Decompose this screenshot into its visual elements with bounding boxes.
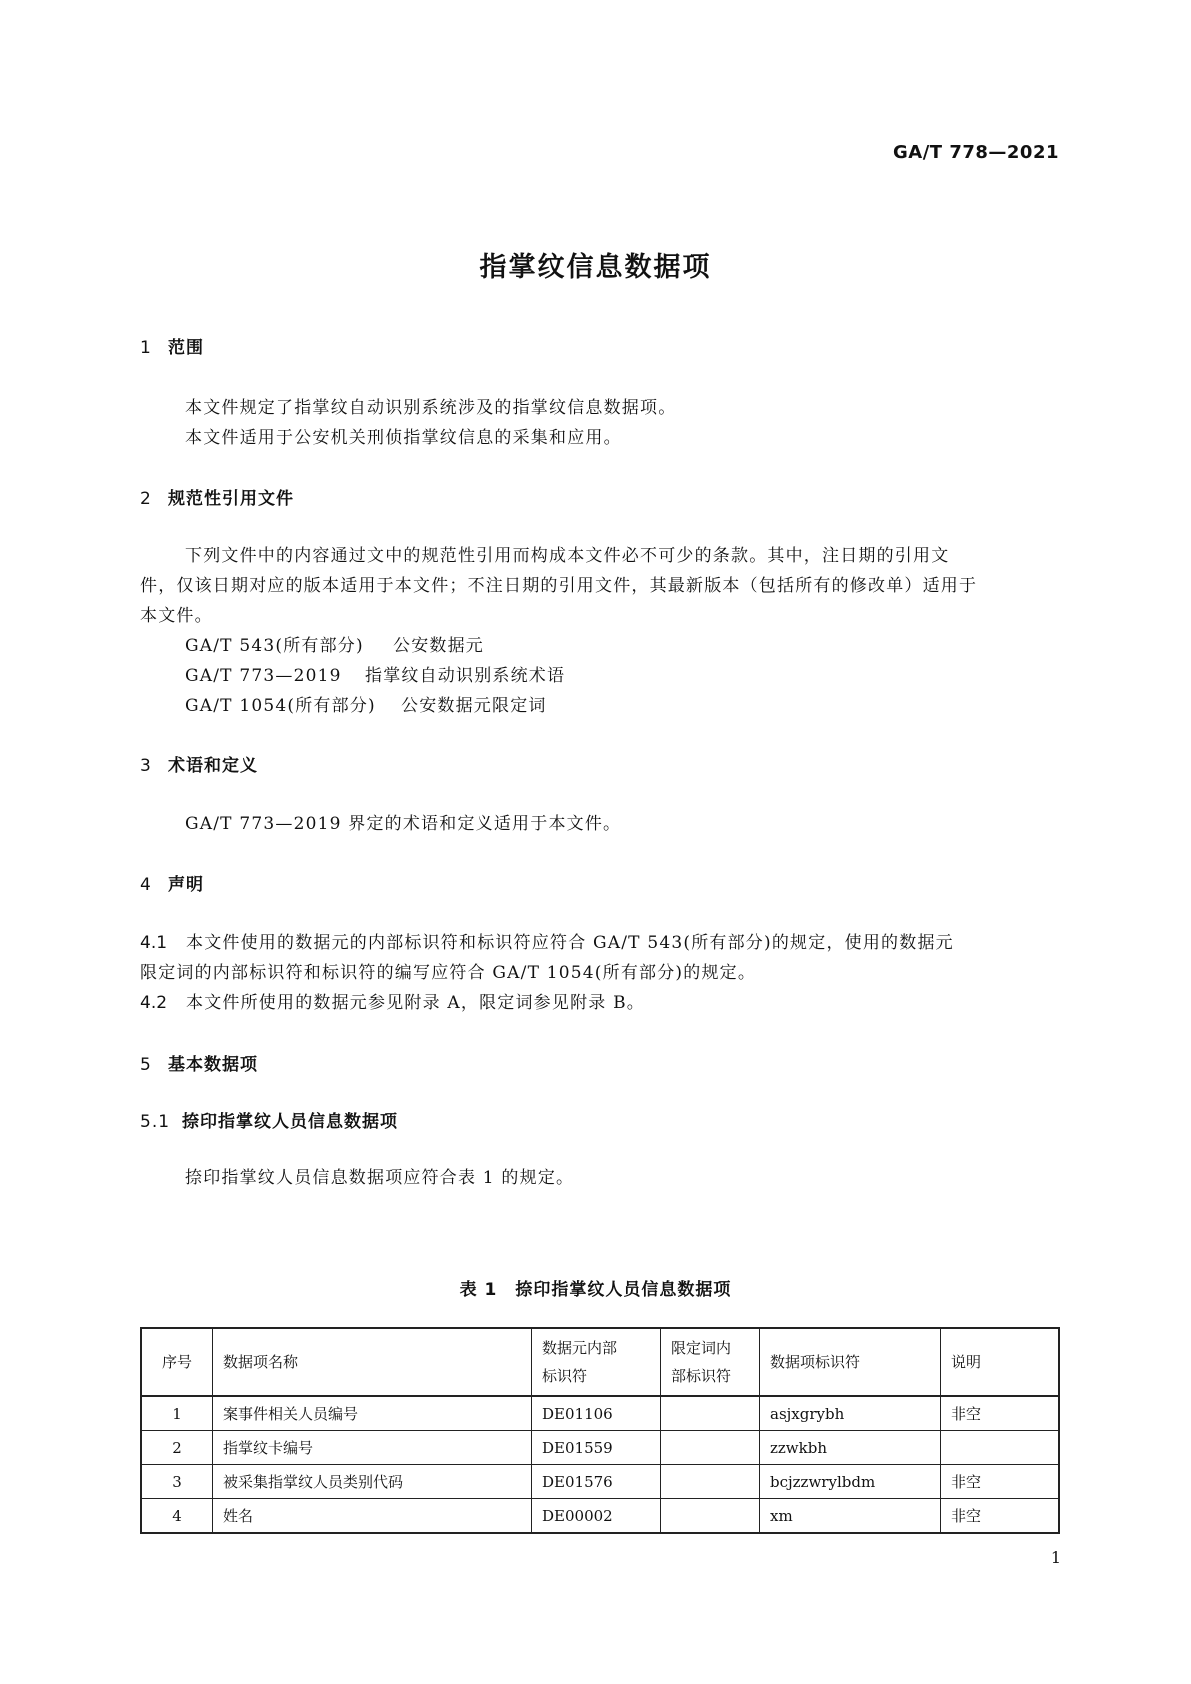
cell-seq: 4 <box>141 1499 213 1534</box>
clause-number: 4.2 <box>140 993 168 1013</box>
cell-item-identifier: bcjzzwrylbdm <box>760 1465 941 1499</box>
table-row <box>141 1431 1059 1465</box>
section-number: 5.1 <box>140 1112 171 1132</box>
cell-de-id: DE01576 <box>532 1465 661 1499</box>
paragraph: GA/T 773—2019 界定的术语和定义适用于本文件。 <box>185 814 622 834</box>
paragraph-line: 本文件。 <box>140 606 213 626</box>
data-items-table <box>140 1327 1060 1534</box>
section-title: 声明 <box>168 875 204 895</box>
cell-note: 非空 <box>941 1396 1060 1431</box>
section-number: 5 <box>140 1055 152 1075</box>
cell-item-name: 指掌纹卡编号 <box>213 1431 532 1465</box>
reference-title: 指掌纹自动识别系统术语 <box>365 666 566 686</box>
reference-item <box>185 631 484 656</box>
section-4-heading <box>140 870 204 895</box>
cell-note <box>941 1431 1060 1465</box>
cell-item-identifier: xm <box>760 1499 941 1534</box>
section-title: 捺印指掌纹人员信息数据项 <box>182 1112 398 1132</box>
clause-number: 4.1 <box>140 933 168 953</box>
reference-title: 公安数据元限定词 <box>401 696 547 716</box>
section-number: 1 <box>140 338 152 358</box>
section-title: 基本数据项 <box>168 1055 258 1075</box>
clause-text: 本文件所使用的数据元参见附录 A，限定词参见附录 B。 <box>186 993 645 1013</box>
cell-qualifier-id <box>661 1431 760 1465</box>
header-line: 限定词内 <box>671 1339 732 1357</box>
section-number: 4 <box>140 875 152 895</box>
cell-de-id: DE01559 <box>532 1431 661 1465</box>
paragraph: 本文件适用于公安机关刑侦指掌纹信息的采集和应用。 <box>185 428 622 448</box>
header-item-identifier: 数据项标识符 <box>760 1328 941 1396</box>
cell-item-name: 被采集指掌纹人员类别代码 <box>213 1465 532 1499</box>
table-caption: 表 1 捺印指掌纹人员信息数据项 <box>459 1280 732 1300</box>
section-1-heading <box>140 333 204 358</box>
cell-note: 非空 <box>941 1499 1060 1534</box>
cell-item-name: 案事件相关人员编号 <box>213 1396 532 1431</box>
paragraph-line: 件，仅该日期对应的版本适用于本文件；不注日期的引用文件，其最新版本（包括所有的修改单）适用于 <box>140 576 978 596</box>
cell-seq: 3 <box>141 1465 213 1499</box>
clause-4-1-line1 <box>140 928 954 953</box>
cell-item-name: 姓名 <box>213 1499 532 1534</box>
table-row <box>141 1465 1059 1499</box>
cell-note: 非空 <box>941 1465 1060 1499</box>
reference-code: GA/T 773—2019 <box>185 666 342 686</box>
section-title: 范围 <box>168 338 204 358</box>
cell-qualifier-id <box>661 1499 760 1534</box>
page-number: 1 <box>1050 1548 1061 1567</box>
section-3-heading <box>140 751 258 776</box>
clause-text: 本文件使用的数据元的内部标识符和标识符应符合 GA/T 543(所有部分)的规定，使用的数据元 <box>186 933 954 953</box>
standard-code: GA/T 778—2021 <box>893 142 1059 163</box>
section-number: 3 <box>140 756 152 776</box>
reference-code: GA/T 1054(所有部分) <box>185 696 376 716</box>
header-seq: 序号 <box>141 1328 213 1396</box>
table-row <box>141 1396 1059 1431</box>
header-line: 数据元内部 <box>542 1339 618 1357</box>
document-title: 指掌纹信息数据项 <box>479 252 712 283</box>
section-5-heading <box>140 1050 258 1075</box>
cell-qualifier-id <box>661 1465 760 1499</box>
reference-item <box>185 691 547 716</box>
cell-item-identifier: asjxgrybh <box>760 1396 941 1431</box>
table-header-row <box>141 1328 1059 1396</box>
cell-qualifier-id <box>661 1396 760 1431</box>
reference-code: GA/T 543(所有部分) <box>185 636 364 656</box>
reference-item <box>185 661 565 686</box>
cell-item-identifier: zzwkbh <box>760 1431 941 1465</box>
table-row <box>141 1499 1059 1534</box>
cell-seq: 2 <box>141 1431 213 1465</box>
section-5-1-heading <box>140 1107 398 1132</box>
section-title: 术语和定义 <box>168 756 258 776</box>
clause-4-2 <box>140 988 645 1013</box>
cell-de-id: DE01106 <box>532 1396 661 1431</box>
header-item-name: 数据项名称 <box>213 1328 532 1396</box>
section-number: 2 <box>140 489 152 509</box>
paragraph-line: 下列文件中的内容通过文中的规范性引用而构成本文件必不可少的条款。其中，注日期的引用文 <box>185 546 950 566</box>
paragraph: 捺印指掌纹人员信息数据项应符合表 1 的规定。 <box>185 1168 575 1188</box>
paragraph: 本文件规定了指掌纹自动识别系统涉及的指掌纹信息数据项。 <box>185 398 677 418</box>
header-de-id <box>532 1328 661 1396</box>
section-title: 规范性引用文件 <box>168 489 294 509</box>
header-line: 标识符 <box>542 1367 588 1385</box>
header-qualifier-id <box>661 1328 760 1396</box>
section-2-heading <box>140 484 294 509</box>
clause-4-1-line2: 限定词的内部标识符和标识符的编写应符合 GA/T 1054(所有部分)的规定。 <box>140 963 757 983</box>
cell-seq: 1 <box>141 1396 213 1431</box>
header-line: 部标识符 <box>671 1367 732 1385</box>
header-note: 说明 <box>941 1328 1060 1396</box>
reference-title: 公安数据元 <box>393 636 484 656</box>
cell-de-id: DE00002 <box>532 1499 661 1534</box>
